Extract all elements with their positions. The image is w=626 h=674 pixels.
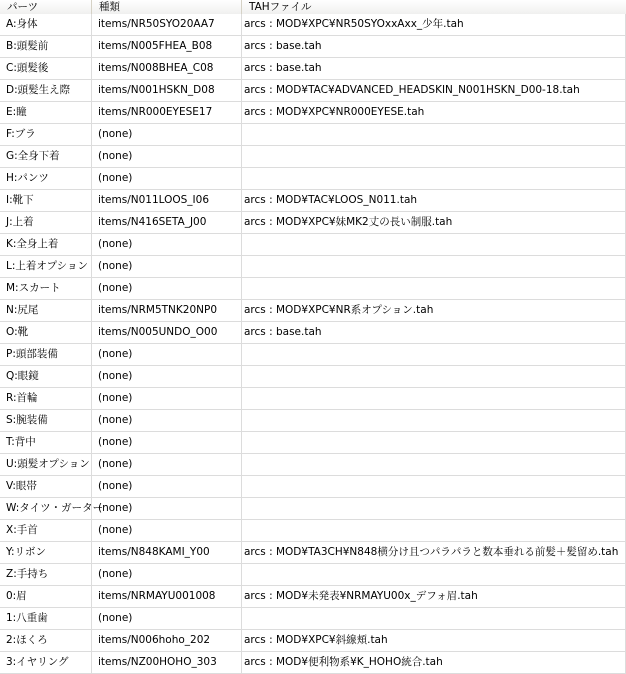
tah-cell: arcs : MOD¥TA3CH¥N848横分け且つパラパラと数本垂れる前髪＋髪留め.tah <box>242 542 626 563</box>
table-row[interactable] <box>0 410 626 432</box>
part-cell: W:タイツ・ガーター <box>0 498 92 519</box>
table-row[interactable] <box>0 300 626 322</box>
table-row[interactable] <box>0 58 626 80</box>
tah-cell: arcs : MOD¥XPC¥NR50SYOxxAxx_少年.tah <box>242 14 626 35</box>
part-cell: N:尻尾 <box>0 300 92 321</box>
column-header-type[interactable]: 種類 <box>92 0 242 14</box>
tah-cell <box>242 608 626 629</box>
table-row[interactable] <box>0 124 626 146</box>
tah-cell <box>242 124 626 145</box>
item-cell: items/N008BHEA_C08 <box>92 58 242 79</box>
table-row[interactable] <box>0 432 626 454</box>
tah-cell: arcs : MOD¥TAC¥ADVANCED_HEADSKIN_N001HSKN_D00-18.tah <box>242 80 626 101</box>
table-row[interactable] <box>0 630 626 652</box>
part-cell: O:靴 <box>0 322 92 343</box>
item-cell: (none) <box>92 432 242 453</box>
part-cell: T:背中 <box>0 432 92 453</box>
part-cell: U:頭髪オプション <box>0 454 92 475</box>
item-cell: (none) <box>92 278 242 299</box>
table-row[interactable] <box>0 80 626 102</box>
part-cell: P:頭部装備 <box>0 344 92 365</box>
tah-cell <box>242 366 626 387</box>
tah-cell <box>242 278 626 299</box>
table-row[interactable] <box>0 586 626 608</box>
tah-cell <box>242 564 626 585</box>
item-cell: items/N005FHEA_B08 <box>92 36 242 57</box>
tah-cell <box>242 388 626 409</box>
tah-cell <box>242 146 626 167</box>
item-cell: (none) <box>92 234 242 255</box>
tah-cell <box>242 256 626 277</box>
part-cell: K:全身上着 <box>0 234 92 255</box>
tah-cell: arcs : base.tah <box>242 36 626 57</box>
tah-cell <box>242 410 626 431</box>
table-row[interactable] <box>0 498 626 520</box>
item-cell: items/N001HSKN_D08 <box>92 80 242 101</box>
item-cell: (none) <box>92 564 242 585</box>
table-row[interactable] <box>0 190 626 212</box>
part-cell: Q:眼鏡 <box>0 366 92 387</box>
item-cell: (none) <box>92 366 242 387</box>
item-cell: items/NZ00HOHO_303 <box>92 652 242 673</box>
part-cell: X:手首 <box>0 520 92 541</box>
tah-cell: arcs : MOD¥TAC¥LOOS_N011.tah <box>242 190 626 211</box>
tah-cell: arcs : MOD¥未発表¥NRMAYU00x_デフォ眉.tah <box>242 586 626 607</box>
table-row[interactable] <box>0 344 626 366</box>
table-row[interactable] <box>0 652 626 674</box>
table-row[interactable] <box>0 476 626 498</box>
tah-cell: arcs : MOD¥XPC¥NR000EYESE.tah <box>242 102 626 123</box>
item-cell: (none) <box>92 608 242 629</box>
item-cell: (none) <box>92 410 242 431</box>
item-cell: items/NR000EYESE17 <box>92 102 242 123</box>
column-header-row <box>0 0 626 15</box>
table-row[interactable] <box>0 278 626 300</box>
part-cell: I:靴下 <box>0 190 92 211</box>
table-row[interactable] <box>0 454 626 476</box>
item-cell: (none) <box>92 256 242 277</box>
part-cell: A:身体 <box>0 14 92 35</box>
tah-cell <box>242 498 626 519</box>
item-cell: items/N416SETA_J00 <box>92 212 242 233</box>
table-row[interactable] <box>0 608 626 630</box>
table-row[interactable] <box>0 542 626 564</box>
part-cell: H:パンツ <box>0 168 92 189</box>
part-cell: 1:八重歯 <box>0 608 92 629</box>
table-row[interactable] <box>0 146 626 168</box>
item-cell: items/NRM5TNK20NP0 <box>92 300 242 321</box>
item-cell: (none) <box>92 498 242 519</box>
tah-cell <box>242 454 626 475</box>
part-cell: 3:イヤリング <box>0 652 92 673</box>
part-cell: 2:ほくろ <box>0 630 92 651</box>
tah-cell <box>242 344 626 365</box>
part-cell: M:スカート <box>0 278 92 299</box>
item-cell: (none) <box>92 520 242 541</box>
item-cell: items/N005UNDO_O00 <box>92 322 242 343</box>
table-row[interactable] <box>0 366 626 388</box>
item-cell: (none) <box>92 146 242 167</box>
table-row[interactable] <box>0 256 626 278</box>
part-cell: 0:眉 <box>0 586 92 607</box>
rows-container <box>0 14 626 674</box>
part-cell: R:首輪 <box>0 388 92 409</box>
item-cell: items/N848KAMI_Y00 <box>92 542 242 563</box>
column-header-tah[interactable]: TAHファイル <box>249 1 312 13</box>
tah-cell: arcs : MOD¥XPC¥妹MK2丈の長い制服.tah <box>242 212 626 233</box>
tah-cell: arcs : base.tah <box>242 58 626 79</box>
table-row[interactable] <box>0 388 626 410</box>
part-cell: V:眼帯 <box>0 476 92 497</box>
item-cell: (none) <box>92 124 242 145</box>
part-cell: S:腕装備 <box>0 410 92 431</box>
part-cell: J:上着 <box>0 212 92 233</box>
part-cell: B:頭髪前 <box>0 36 92 57</box>
part-cell: Y:リボン <box>0 542 92 563</box>
item-cell: (none) <box>92 168 242 189</box>
tah-cell: arcs : MOD¥便利物系¥K_HOHO統合.tah <box>242 652 626 673</box>
item-cell: items/NR50SYO20AA7 <box>92 14 242 35</box>
part-cell: L:上着オプション <box>0 256 92 277</box>
part-cell: F:ブラ <box>0 124 92 145</box>
item-cell: (none) <box>92 454 242 475</box>
tah-cell <box>242 520 626 541</box>
part-cell: Z:手持ち <box>0 564 92 585</box>
column-header-parts[interactable]: パーツ <box>0 0 92 14</box>
table-row[interactable] <box>0 564 626 586</box>
table-row[interactable] <box>0 102 626 124</box>
part-cell: E:瞳 <box>0 102 92 123</box>
table-row[interactable] <box>0 168 626 190</box>
item-cell: items/N011LOOS_I06 <box>92 190 242 211</box>
table-row[interactable] <box>0 212 626 234</box>
part-cell: C:頭髪後 <box>0 58 92 79</box>
table-row[interactable] <box>0 36 626 58</box>
tah-cell: arcs : base.tah <box>242 322 626 343</box>
part-cell: D:頭髪生え際 <box>0 80 92 101</box>
item-cell: (none) <box>92 344 242 365</box>
table-row[interactable] <box>0 14 626 36</box>
table-row[interactable] <box>0 520 626 542</box>
tah-cell <box>242 234 626 255</box>
item-cell: items/N006hoho_202 <box>92 630 242 651</box>
tah-cell: arcs : MOD¥XPC¥斜線頬.tah <box>242 630 626 651</box>
item-cell: (none) <box>92 388 242 409</box>
item-cell: items/NRMAYU001008 <box>92 586 242 607</box>
part-cell: G:全身下着 <box>0 146 92 167</box>
tah-cell <box>242 476 626 497</box>
tah-cell <box>242 168 626 189</box>
tah-cell <box>242 432 626 453</box>
table-row[interactable] <box>0 234 626 256</box>
table-row[interactable] <box>0 322 626 344</box>
item-cell: (none) <box>92 476 242 497</box>
tah-cell: arcs : MOD¥XPC¥NR系オプション.tah <box>242 300 626 321</box>
